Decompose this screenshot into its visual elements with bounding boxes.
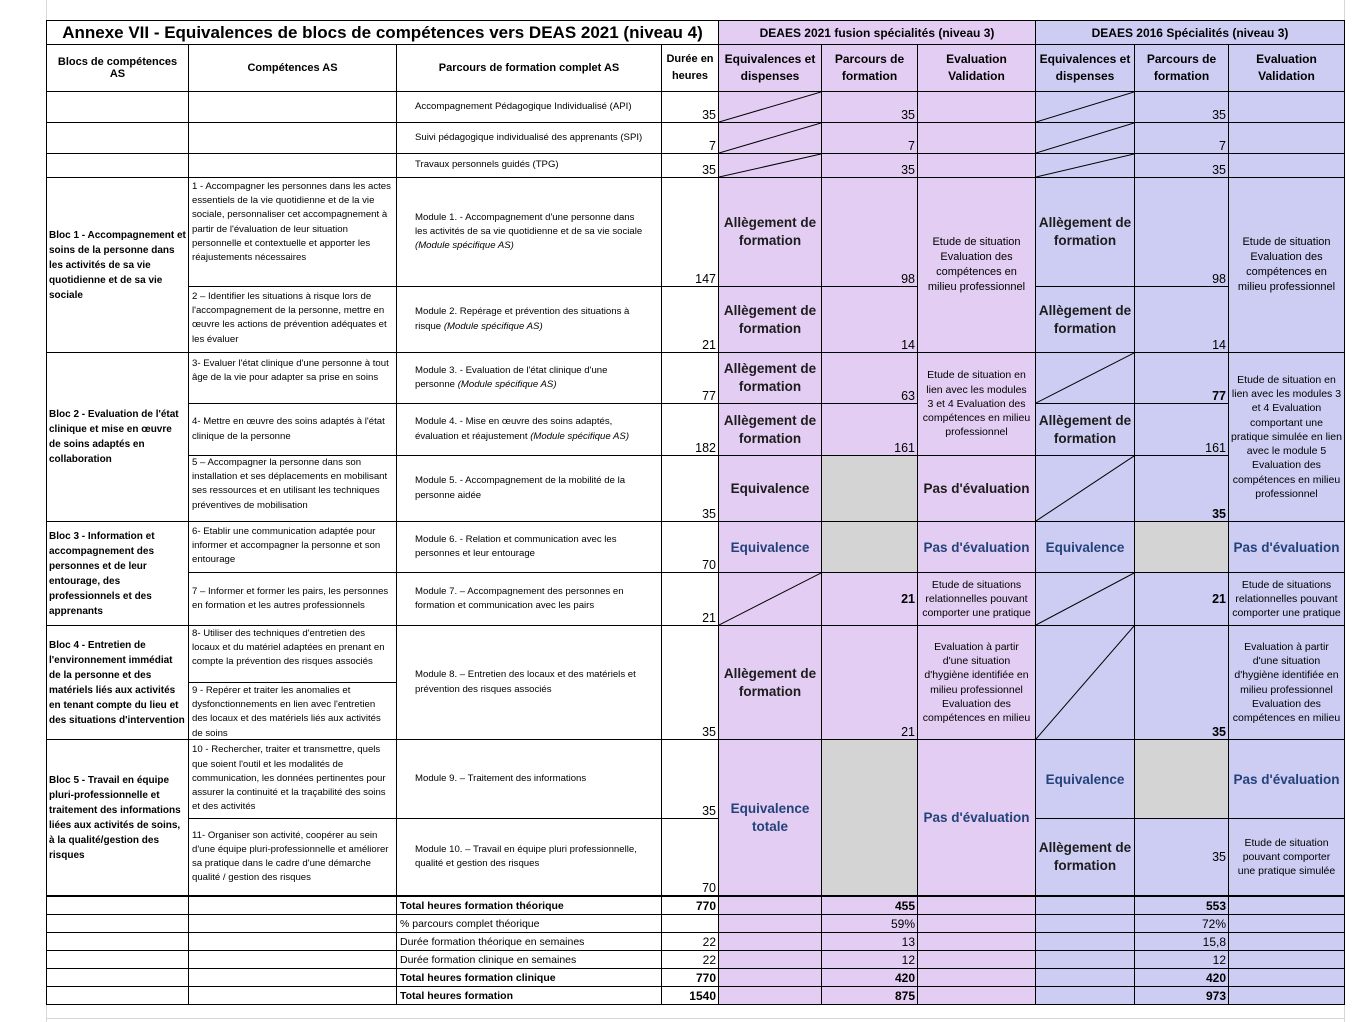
equiv16-m4: Allègement de formation	[1035, 403, 1135, 456]
module-6-hours: 70	[661, 521, 719, 573]
diag-cell	[718, 122, 822, 154]
p21-m8: 21	[821, 625, 918, 740]
grey-cell	[1134, 521, 1229, 573]
empty-cell	[188, 932, 397, 951]
empty-cell	[718, 968, 822, 987]
module-2	[396, 286, 662, 353]
competence-7: 7 – Informer et former les pairs, les personnes en formation et les autres professionnels	[188, 572, 397, 626]
equiv16-m10: Allègement de formation	[1035, 818, 1135, 896]
equiv21-m8: Allègement de formation	[718, 625, 822, 740]
diag-cell	[1035, 352, 1135, 404]
total-d21: 875	[821, 986, 918, 1005]
p16-m2: 14	[1134, 286, 1229, 353]
module-4-spec: (Module spécifique AS)	[530, 430, 630, 442]
bloc-4-label: Bloc 4 - Entretien de l'environnement immédiat de la personne et des matériels liés aux activités en tenant compte du lieu et des situations d'intervention	[46, 625, 189, 740]
empty-cell	[188, 91, 397, 123]
equiv21-m2: Allègement de formation	[718, 286, 822, 353]
eval21-m9-m10: Pas d'évaluation	[917, 739, 1036, 896]
total-d21: 59%	[821, 914, 918, 933]
grey-cell	[1134, 739, 1229, 819]
p21-m2: 14	[821, 286, 918, 353]
intro-p16-tpg: 35	[1134, 153, 1229, 178]
intro-label-api: Accompagnement Pédagogique Individualisé (API)	[396, 91, 662, 123]
module-5: Module 5. - Accompagnement de la mobilité de la personne aidée	[396, 455, 662, 522]
p16-m3: 77	[1134, 352, 1229, 404]
empty-cell	[188, 153, 397, 178]
empty-cell	[718, 914, 822, 933]
eval21-m3-m4: Etude de situation en lien avec les modules 3 et 4 Evaluation des compétences en milieu professionnel	[917, 352, 1036, 456]
eval16-m8: Evaluation à partir d'une situation d'hygiène identifiée en milieu professionnel Evaluation des compétences en milieu	[1228, 625, 1345, 740]
total-d21: 12	[821, 950, 918, 969]
competence-4: 4- Mettre en œuvre des soins adaptés à l'état clinique de la personne	[188, 403, 397, 456]
p16-m4: 161	[1134, 403, 1229, 456]
empty-cell	[1035, 986, 1135, 1005]
competence-11: 11- Organiser son activité, coopérer au sein d'une équipe pluri-professionnelle et améliorer sa pratique dans le cadre d'une démarche qualité / gestion des risques	[188, 818, 397, 896]
total-label: Durée formation théorique en semaines	[396, 932, 662, 951]
total-label: % parcours complet théorique	[396, 914, 662, 933]
intro-hours-spi: 7	[661, 122, 719, 154]
module-4	[396, 403, 662, 456]
competence-3: 3- Evaluer l'état clinique d'une personne à tout âge de la vie pour adapter sa prise en soins	[188, 352, 397, 404]
p21-m4: 161	[821, 403, 918, 456]
empty-cell	[46, 914, 189, 933]
total-as: 770	[661, 968, 719, 987]
diag-cell	[1035, 122, 1135, 154]
empty-cell	[1228, 914, 1345, 933]
module-1-hours: 147	[661, 177, 719, 287]
header-blocs: Blocs de compétences AS	[46, 44, 189, 92]
empty-cell	[46, 153, 189, 178]
bloc-3-label: Bloc 3 - Information et accompagnement des personnes et de leur entourage, des professionnels et des apprenants	[46, 521, 189, 626]
intro-p16-spi: 7	[1134, 122, 1229, 154]
group-header-2016: DEAES 2016 Spécialités (niveau 3)	[1035, 20, 1345, 45]
header-parcours: Parcours de formation complet AS	[396, 44, 662, 92]
competence-1: 1 - Accompagner les personnes dans les actes essentiels de la vie quotidienne et de la vie sociale, personnaliser cet accompagnement à partir de l'évaluation de leur situation personnelle et contextuelle et apporter les réajustements nécessaires	[188, 177, 397, 287]
empty-cell	[917, 122, 1036, 154]
eval16-m3-m5: Etude de situation en lien avec les modules 3 et 4 Evaluation comportant une pratique simulée en lien avec le module 5 Evaluation des compétences en milieu professionnel	[1228, 352, 1345, 522]
empty-cell	[917, 986, 1036, 1005]
equiv16-m6: Equivalence	[1035, 521, 1135, 573]
module-2-hours: 21	[661, 286, 719, 353]
module-10-hours: 70	[661, 818, 719, 896]
total-as: 770	[661, 896, 719, 915]
total-label: Total heures formation clinique	[396, 968, 662, 987]
diag-cell	[1035, 153, 1135, 178]
header-parcours-2016: Parcours de formation	[1134, 44, 1229, 92]
competence-6: 6- Etablir une communication adaptée pour informer et accompagner la personne et son entourage	[188, 521, 397, 573]
empty-cell	[1228, 968, 1345, 987]
empty-cell	[1035, 896, 1135, 915]
grey-cell	[821, 739, 918, 896]
intro-label-spi: Suivi pédagogique individualisé des apprenants (SPI)	[396, 122, 662, 154]
empty-cell	[46, 932, 189, 951]
empty-cell	[1035, 914, 1135, 933]
header-equiv-2021: Equivalences et dispenses	[718, 44, 822, 92]
eval21-m1-m2: Etude de situation Evaluation des compétences en milieu professionnel	[917, 177, 1036, 353]
competence-2: 2 – Identifier les situations à risque lors de l'accompagnement de la personne, mettre en œuvre les actions de prévention adéquates et les évaluer	[188, 286, 397, 353]
bloc-1-label: Bloc 1 - Accompagnement et soins de la personne dans les activités de sa vie quotidienne et de sa vie sociale	[46, 177, 189, 353]
module-5-hours: 35	[661, 455, 719, 522]
empty-cell	[917, 968, 1036, 987]
empty-cell	[46, 91, 189, 123]
equiv21-m4: Allègement de formation	[718, 403, 822, 456]
empty-cell	[1035, 968, 1135, 987]
module-8-hours: 35	[661, 625, 719, 740]
module-9: Module 9. – Traitement des informations	[396, 739, 662, 819]
empty-cell	[188, 896, 397, 915]
empty-cell	[188, 122, 397, 154]
total-label: Total heures formation	[396, 986, 662, 1005]
header-eval-2016: Evaluation Validation	[1228, 44, 1345, 92]
intro-hours-tpg: 35	[661, 153, 719, 178]
module-2-text: Module 2. Repérage et prévention des situations à risque	[415, 306, 630, 332]
empty-cell	[1035, 932, 1135, 951]
empty-cell	[188, 950, 397, 969]
module-7-hours: 21	[661, 572, 719, 626]
equiv21-m5: Equivalence	[718, 455, 822, 522]
header-duree: Durée en heures	[661, 44, 719, 92]
eval16-m10: Etude de situation pouvant comporter une pratique simulée	[1228, 818, 1345, 896]
total-as: 1540	[661, 986, 719, 1005]
empty-cell	[188, 914, 397, 933]
module-3-text: Module 3. - Evaluation de l'état clinique d'une personne	[415, 364, 608, 390]
eval21-m7: Etude de situations relationnelles pouvant comporter une pratique	[917, 572, 1036, 626]
eval21-m5: Pas d'évaluation	[917, 455, 1036, 522]
empty-cell	[46, 986, 189, 1005]
total-d16: 553	[1134, 896, 1229, 915]
total-d21: 13	[821, 932, 918, 951]
empty-cell	[1228, 986, 1345, 1005]
grey-cell	[821, 455, 918, 522]
empty-cell	[1228, 122, 1345, 154]
eval16-m9: Pas d'évaluation	[1228, 739, 1345, 819]
empty-cell	[46, 896, 189, 915]
equiv21-m1: Allègement de formation	[718, 177, 822, 287]
total-d16: 420	[1134, 968, 1229, 987]
module-1-text: Module 1. - Accompagnement d'une personne dans les activités de sa vie quotidienne et de sa vie sociale	[415, 211, 643, 237]
diag-cell	[718, 91, 822, 123]
total-d16: 15,8	[1134, 932, 1229, 951]
competence-10: 10 - Rechercher, traiter et transmettre, quels que soient l'outil et les modalités de communication, les données pertinentes pour assurer la continuité et la traçabilité des soins et des activités	[188, 739, 397, 819]
module-4-hours: 182	[661, 403, 719, 456]
empty-cell	[1228, 932, 1345, 951]
module-9-hours: 35	[661, 739, 719, 819]
module-3-spec: (Module spécifique AS)	[457, 379, 557, 390]
diag-cell	[718, 153, 822, 178]
empty-cell	[46, 968, 189, 987]
empty-cell	[1228, 950, 1345, 969]
p16-m7: 21	[1134, 572, 1229, 626]
total-d16: 12	[1134, 950, 1229, 969]
empty-cell	[917, 91, 1036, 123]
empty-cell	[917, 153, 1036, 178]
eval21-m6: Pas d'évaluation	[917, 521, 1036, 573]
p16-m8: 35	[1134, 625, 1229, 740]
header-eval-2021: Evaluation Validation	[917, 44, 1036, 92]
diag-cell	[1035, 572, 1135, 626]
eval16-m6: Pas d'évaluation	[1228, 521, 1345, 573]
module-10: Module 10. – Travail en équipe pluri professionnelle, qualité et gestion des risques	[396, 818, 662, 896]
page-title: Annexe VII - Equivalences de blocs de compétences vers DEAS 2021 (niveau 4)	[46, 20, 719, 45]
eval21-m8: Evaluation à partir d'une situation d'hygiène identifiée en milieu professionnel Evaluation des compétences en milieu	[917, 625, 1036, 740]
module-1-spec: (Module spécifique AS)	[415, 240, 514, 252]
header-equiv-2016: Equivalences et dispenses	[1035, 44, 1135, 92]
empty-cell	[917, 932, 1036, 951]
p21-m3: 63	[821, 352, 918, 404]
module-1	[396, 177, 662, 287]
empty-cell	[1035, 950, 1135, 969]
total-d21: 455	[821, 896, 918, 915]
header-parcours-2021: Parcours de formation	[821, 44, 918, 92]
intro-label-tpg: Travaux personnels guidés (TPG)	[396, 153, 662, 178]
empty-cell	[718, 986, 822, 1005]
empty-cell	[1228, 896, 1345, 915]
total-d16: 72%	[1134, 914, 1229, 933]
equiv16-m2: Allègement de formation	[1035, 286, 1135, 353]
empty-cell	[46, 950, 189, 969]
diag-cell	[1035, 91, 1135, 123]
p21-m1: 98	[821, 177, 918, 287]
equiv21-m9-m10: Equivalence totale	[718, 739, 822, 896]
empty-cell	[46, 122, 189, 154]
intro-p16-api: 35	[1134, 91, 1229, 123]
equiv21-m3: Allègement de formation	[718, 352, 822, 404]
total-as: 22	[661, 950, 719, 969]
competence-5: 5 – Accompagner la personne dans son installation et ses déplacements en mobilisant ses ressources et en utilisant les techniques préventives de mobilisation	[188, 455, 397, 522]
intro-hours-api: 35	[661, 91, 719, 123]
empty-cell	[1228, 91, 1345, 123]
p21-m7: 21	[821, 572, 918, 626]
total-as: 22	[661, 932, 719, 951]
competence-8: 8- Utiliser des techniques d'entretien des locaux et du matériel adaptées en prenant en compte la prévention des risques associés	[188, 625, 397, 683]
empty-cell	[718, 896, 822, 915]
module-4-text: Module 4. - Mise en œuvre des soins adaptés, évaluation et réajustement	[415, 416, 613, 442]
empty-cell	[1228, 153, 1345, 178]
total-as	[661, 914, 719, 933]
bloc-5-label: Bloc 5 - Travail en équipe pluri-professionnelle et traitement des informations liées aux activités de soins, à la qualité/gestion des risques	[46, 739, 189, 896]
header-competences: Compétences AS	[188, 44, 397, 92]
empty-cell	[188, 986, 397, 1005]
empty-cell	[188, 968, 397, 987]
equiv16-m9: Equivalence	[1035, 739, 1135, 819]
module-2-spec: (Module spécifique AS)	[443, 320, 543, 332]
total-label: Durée formation clinique en semaines	[396, 950, 662, 969]
total-d16: 973	[1134, 986, 1229, 1005]
module-3	[396, 352, 662, 404]
diag-cell	[1035, 455, 1135, 522]
module-6: Module 6. - Relation et communication avec les personnes et leur entourage	[396, 521, 662, 573]
empty-cell	[917, 950, 1036, 969]
total-label: Total heures formation théorique	[396, 896, 662, 915]
intro-p21-spi: 7	[821, 122, 918, 154]
module-8: Module 8. – Entretien des locaux et des matériels et prévention des risques associés	[396, 625, 662, 740]
grey-cell	[821, 521, 918, 573]
bloc-2-label: Bloc 2 - Evaluation de l'état clinique et mise en œuvre de soins adaptés en collaboration	[46, 352, 189, 522]
module-7: Module 7. – Accompagnement des personnes en formation et communication avec les pairs	[396, 572, 662, 626]
eval16-m7: Etude de situations relationnelles pouvant comporter une pratique	[1228, 572, 1345, 626]
p16-m1: 98	[1134, 177, 1229, 287]
p16-m10: 35	[1134, 818, 1229, 896]
intro-p21-api: 35	[821, 91, 918, 123]
empty-cell	[718, 932, 822, 951]
p16-m5: 35	[1134, 455, 1229, 522]
intro-p21-tpg: 35	[821, 153, 918, 178]
group-header-2021: DEAES 2021 fusion spécialités (niveau 3)	[718, 20, 1036, 45]
module-3-hours: 77	[661, 352, 719, 404]
diag-cell	[718, 572, 822, 626]
equiv16-m1: Allègement de formation	[1035, 177, 1135, 287]
equiv21-m6: Equivalence	[718, 521, 822, 573]
empty-cell	[917, 914, 1036, 933]
empty-cell	[718, 950, 822, 969]
total-d21: 420	[821, 968, 918, 987]
competence-9: 9 - Repérer et traiter les anomalies et dysfonctionnements en lien avec l'entretien des locaux et des matériels liés aux activités de soins	[188, 682, 397, 740]
eval16-m1-m2: Etude de situation Evaluation des compétences en milieu professionnel	[1228, 177, 1345, 353]
empty-cell	[917, 896, 1036, 915]
diag-cell	[1035, 625, 1135, 740]
